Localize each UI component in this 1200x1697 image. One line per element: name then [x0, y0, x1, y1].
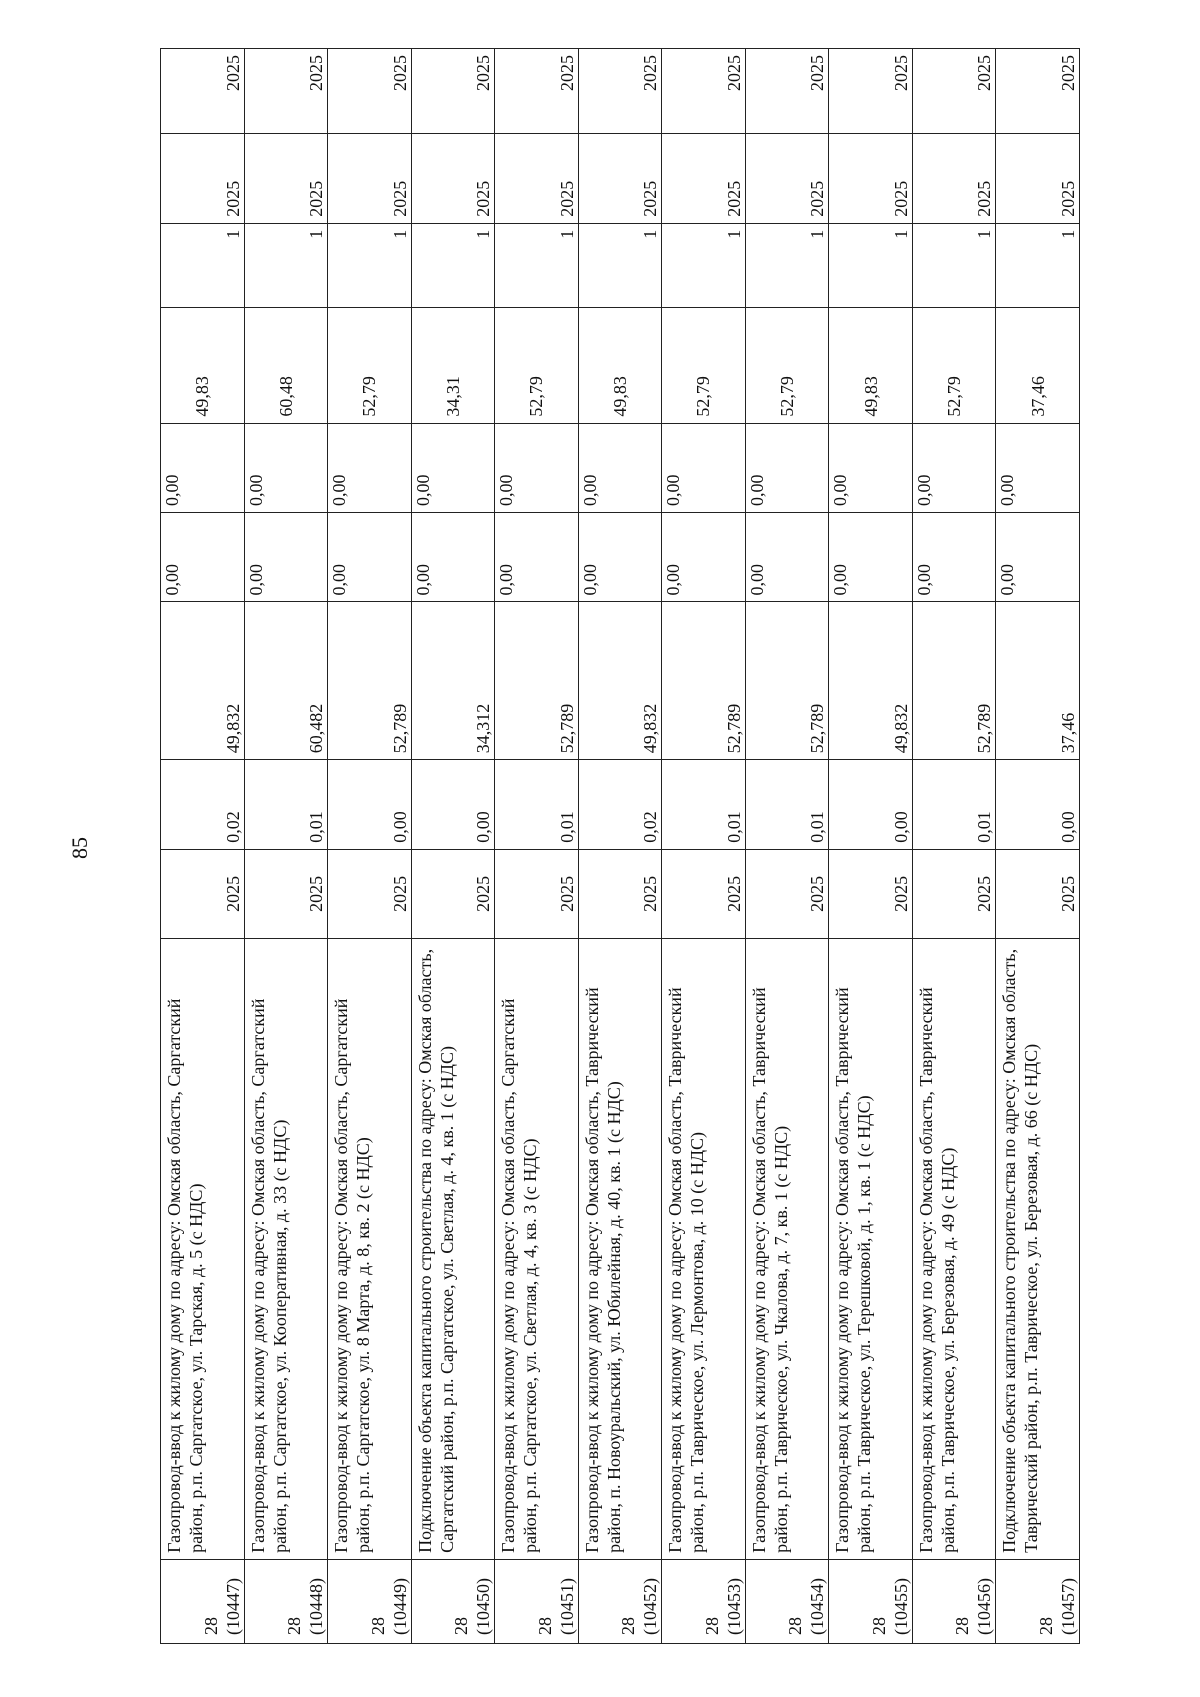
row-id-cell: [996, 1559, 1080, 1643]
year-3-cell: [161, 49, 245, 134]
row-number: 28: [200, 1617, 221, 1635]
row-id-cell: [161, 1559, 245, 1643]
quantity: 1: [1058, 229, 1078, 239]
year-2: 2025: [807, 180, 828, 217]
start-year: 2025: [473, 875, 494, 912]
value-1-cell: [578, 760, 662, 849]
value-4: 0,00: [496, 474, 517, 507]
value-2: 52,789: [389, 703, 410, 754]
value-4: 0,00: [830, 474, 851, 507]
year-3-cell: [578, 49, 662, 134]
value-4: 0,00: [997, 474, 1018, 507]
value-4-cell: [745, 423, 829, 512]
object-code: (10452): [640, 1578, 661, 1635]
year-2-cell: [161, 134, 245, 223]
row-id-cell: [578, 1559, 662, 1643]
quantity: 1: [306, 229, 327, 239]
value-4-cell: [495, 423, 579, 512]
start-year: 2025: [640, 875, 661, 912]
start-year: 2025: [389, 875, 410, 912]
year-3: 2025: [640, 55, 661, 91]
quantity: 1: [389, 229, 410, 239]
start-year-cell: [662, 849, 746, 938]
description-cell: [328, 939, 412, 1560]
value-2-cell: [662, 602, 746, 760]
start-year-cell: [745, 849, 829, 938]
value-5: 52,79: [776, 376, 797, 417]
quantity-cell: [662, 223, 746, 307]
value-5-cell: [495, 307, 579, 423]
value-4-cell: [411, 423, 495, 512]
value-5-cell: [161, 307, 245, 423]
value-4-cell: [996, 423, 1080, 512]
value-5-cell: [578, 307, 662, 423]
value-5: 34,31: [442, 376, 463, 417]
year-3-cell: [244, 49, 328, 134]
value-5: 49,83: [860, 376, 881, 417]
value-2: 52,789: [974, 703, 995, 754]
value-1: 0,01: [807, 811, 828, 843]
description-cell: [745, 939, 829, 1560]
value-3: 0,00: [830, 563, 851, 596]
start-year-cell: [495, 849, 579, 938]
object-description: Газопровод-ввод к жилому дому по адресу: Омская область, Саргатский район, р.п. Саргатское, ул. Тарская, д. 5 (с НДС): [164, 998, 206, 1553]
value-2-cell: [912, 602, 996, 760]
value-4-cell: [244, 423, 328, 512]
table-container: [160, 48, 1080, 1644]
value-5: 52,79: [359, 376, 380, 417]
value-1-cell: [662, 760, 746, 849]
value-2-cell: [829, 602, 913, 760]
year-3-cell: [829, 49, 913, 134]
table-row: [662, 49, 746, 1644]
start-year: 2025: [556, 875, 577, 912]
value-4: 0,00: [245, 474, 266, 507]
row-id-cell: [829, 1559, 913, 1643]
row-id-cell: [662, 1559, 746, 1643]
value-2-cell: [996, 602, 1080, 760]
value-1: 0,00: [890, 811, 911, 843]
year-2-cell: [662, 134, 746, 223]
value-4: 0,00: [579, 474, 600, 507]
object-description: Газопровод-ввод к жилому дому по адресу: Омская область, Таврический район, р.п. Таврическое, ул. Лермонтова, д. 10 (с НДС): [665, 987, 708, 1553]
year-2-cell: [328, 134, 412, 223]
row-number: 28: [952, 1617, 973, 1635]
year-2-cell: [578, 134, 662, 223]
quantity-cell: [578, 223, 662, 307]
value-4: 0,00: [329, 474, 350, 507]
value-3: 0,00: [162, 563, 182, 596]
value-4: 0,00: [913, 474, 934, 507]
object-description: Газопровод-ввод к жилому дому по адресу: Омская область, Таврический район, р.п. Таврическое, ул. Чкалова, д. 7, кв. 1 (с НДС): [748, 987, 791, 1553]
value-3: 0,00: [579, 563, 600, 596]
value-2-cell: [745, 602, 829, 760]
value-3-cell: [578, 513, 662, 602]
value-3-cell: [996, 513, 1080, 602]
value-1-cell: [495, 760, 579, 849]
row-id-cell: [328, 1559, 412, 1643]
quantity: 1: [974, 229, 995, 239]
object-description: Газопровод-ввод к жилому дому по адресу: Омская область, Таврический район, р.п. Таврическое, ул. Березовая, д. 49 (с НДС): [915, 987, 958, 1553]
object-description: Подключение объекта капитального строительства по адресу: Омская область, Таврический район, р.п. Таврическое, ул. Березовая, д. 66 (с НДС): [999, 948, 1042, 1553]
year-2: 2025: [640, 180, 661, 217]
description-cell: [912, 939, 996, 1560]
year-3-cell: [411, 49, 495, 134]
description-cell: [829, 939, 913, 1560]
value-3-cell: [161, 513, 245, 602]
row-number: 28: [785, 1617, 806, 1635]
year-3-cell: [328, 49, 412, 134]
object-code: (10456): [974, 1578, 995, 1635]
value-3: 0,00: [496, 563, 517, 596]
start-year-cell: [161, 849, 245, 938]
table-row: [244, 49, 328, 1644]
value-5-cell: [328, 307, 412, 423]
table-row: [328, 49, 412, 1644]
value-1: 0,02: [640, 811, 661, 843]
value-2-cell: [328, 602, 412, 760]
rotated-table-sheet: [160, 48, 1080, 1644]
value-1-cell: [161, 760, 245, 849]
object-code: (10451): [556, 1578, 577, 1635]
object-code: (10448): [306, 1578, 327, 1635]
year-2-cell: [829, 134, 913, 223]
row-id-cell: [244, 1559, 328, 1643]
start-year-cell: [912, 849, 996, 938]
year-2: 2025: [723, 180, 744, 217]
year-2: 2025: [306, 180, 327, 217]
year-2-cell: [912, 134, 996, 223]
value-1-cell: [829, 760, 913, 849]
value-1: 0,02: [222, 811, 243, 843]
value-3-cell: [244, 513, 328, 602]
value-5-cell: [829, 307, 913, 423]
value-4: 0,00: [746, 474, 767, 507]
object-description: Газопровод-ввод к жилому дому по адресу: Омская область, Саргатский район, р.п. Саргатское, ул. Светлая, д. 4, кв. 3 (с НДС): [498, 998, 541, 1553]
quantity: 1: [723, 229, 744, 239]
value-1: 0,00: [473, 811, 494, 843]
value-4: 0,00: [663, 474, 684, 507]
year-3: 2025: [1058, 55, 1078, 91]
value-2-cell: [161, 602, 245, 760]
year-2: 2025: [974, 180, 995, 217]
value-3: 0,00: [913, 563, 934, 596]
year-3: 2025: [807, 55, 828, 91]
object-description: Газопровод-ввод к жилому дому по адресу: Омская область, Саргатский район, р.п. Саргатское, ул. 8 Марта, д. 8, кв. 2 (с НДС): [331, 998, 374, 1553]
row-id-cell: [912, 1559, 996, 1643]
description-cell: [495, 939, 579, 1560]
object-description: Газопровод-ввод к жилому дому по адресу: Омская область, Таврический район, р.п. Таврическое, ул. Терешковой, д. 1, кв. 1 (с НДС): [832, 987, 875, 1553]
row-number: 28: [367, 1617, 388, 1635]
object-code: (10449): [389, 1578, 410, 1635]
year-3: 2025: [222, 55, 243, 91]
value-2-cell: [495, 602, 579, 760]
quantity-cell: [161, 223, 245, 307]
description-cell: [411, 939, 495, 1560]
object-description: Газопровод-ввод к жилому дому по адресу: Омская область, Саргатский район, р.п. Саргатское, ул. Кооперативная, д. 33 (с НДС): [247, 998, 290, 1553]
start-year: 2025: [974, 875, 995, 912]
description-cell: [996, 939, 1080, 1560]
value-2: 52,789: [723, 703, 744, 754]
year-3: 2025: [389, 55, 410, 91]
row-number: 28: [618, 1617, 639, 1635]
year-2: 2025: [556, 180, 577, 217]
start-year-cell: [328, 849, 412, 938]
value-4-cell: [328, 423, 412, 512]
year-3: 2025: [890, 55, 911, 91]
quantity-cell: [411, 223, 495, 307]
value-2: 49,832: [222, 703, 243, 754]
year-3-cell: [495, 49, 579, 134]
value-3: 0,00: [245, 563, 266, 596]
year-3: 2025: [473, 55, 494, 91]
value-4-cell: [161, 423, 245, 512]
value-3-cell: [328, 513, 412, 602]
year-3-cell: [745, 49, 829, 134]
start-year: 2025: [306, 875, 327, 912]
value-4: 0,00: [412, 474, 433, 507]
start-year: 2025: [723, 875, 744, 912]
value-1-cell: [244, 760, 328, 849]
year-2-cell: [996, 134, 1080, 223]
description-cell: [578, 939, 662, 1560]
row-number: 28: [868, 1617, 889, 1635]
value-2-cell: [578, 602, 662, 760]
value-2: 34,312: [473, 703, 494, 754]
value-3-cell: [745, 513, 829, 602]
year-2-cell: [495, 134, 579, 223]
row-number: 28: [1036, 1617, 1056, 1635]
value-4-cell: [912, 423, 996, 512]
description-cell: [662, 939, 746, 1560]
quantity: 1: [556, 229, 577, 239]
value-5-cell: [912, 307, 996, 423]
quantity-cell: [244, 223, 328, 307]
year-3: 2025: [723, 55, 744, 91]
row-id-cell: [495, 1559, 579, 1643]
value-1: 0,00: [389, 811, 410, 843]
quantity-cell: [912, 223, 996, 307]
start-year-cell: [578, 849, 662, 938]
table-row: [161, 49, 245, 1644]
table-row: [996, 49, 1080, 1644]
start-year: 2025: [1058, 875, 1078, 912]
value-2: 60,482: [306, 703, 327, 754]
table-row: [829, 49, 913, 1644]
year-3: 2025: [556, 55, 577, 91]
value-3: 0,00: [663, 563, 684, 596]
object-code: (10457): [1058, 1578, 1078, 1635]
year-2-cell: [244, 134, 328, 223]
value-5: 52,79: [944, 376, 965, 417]
value-1-cell: [996, 760, 1080, 849]
value-1: 0,00: [1058, 811, 1078, 843]
value-1: 0,01: [306, 811, 327, 843]
row-id-cell: [411, 1559, 495, 1643]
row-number: 28: [701, 1617, 722, 1635]
quantity-cell: [328, 223, 412, 307]
value-5: 49,83: [609, 376, 630, 417]
investment-table: [160, 48, 1080, 1644]
start-year-cell: [411, 849, 495, 938]
value-5-cell: [996, 307, 1080, 423]
page-number: 85: [67, 837, 92, 859]
value-5: 49,83: [192, 376, 213, 417]
year-2-cell: [411, 134, 495, 223]
description-cell: [161, 939, 245, 1560]
value-3-cell: [912, 513, 996, 602]
value-3-cell: [829, 513, 913, 602]
value-2: 52,789: [807, 703, 828, 754]
value-2: 49,832: [640, 703, 661, 754]
value-3-cell: [495, 513, 579, 602]
value-5: 37,46: [1027, 376, 1048, 417]
value-5-cell: [411, 307, 495, 423]
value-3: 0,00: [412, 563, 433, 596]
quantity-cell: [829, 223, 913, 307]
table-body: [161, 49, 1080, 1644]
object-code: (10450): [473, 1578, 494, 1635]
year-2: 2025: [890, 180, 911, 217]
quantity: 1: [473, 229, 494, 239]
row-number: 28: [534, 1617, 555, 1635]
value-2: 52,789: [556, 703, 577, 754]
value-5: 52,79: [526, 376, 547, 417]
start-year: 2025: [890, 875, 911, 912]
object-code: (10447): [222, 1578, 243, 1635]
row-number: 28: [451, 1617, 472, 1635]
row-id-cell: [745, 1559, 829, 1643]
year-3-cell: [996, 49, 1080, 134]
value-2-cell: [411, 602, 495, 760]
object-description: Газопровод-ввод к жилому дому по адресу: Омская область, Таврический район, п. Новоуральский, ул. Юбилейная, д. 40, кв. 1 (с НДС): [581, 987, 624, 1553]
object-code: (10453): [723, 1578, 744, 1635]
quantity: 1: [222, 229, 243, 239]
value-1-cell: [912, 760, 996, 849]
value-4-cell: [578, 423, 662, 512]
value-1-cell: [328, 760, 412, 849]
year-3: 2025: [306, 55, 327, 91]
year-2: 2025: [1058, 180, 1078, 217]
value-4: 0,00: [162, 474, 182, 507]
value-1: 0,01: [974, 811, 995, 843]
value-3-cell: [411, 513, 495, 602]
value-4-cell: [829, 423, 913, 512]
year-2: 2025: [389, 180, 410, 217]
object-code: (10454): [807, 1578, 828, 1635]
table-row: [745, 49, 829, 1644]
start-year-cell: [244, 849, 328, 938]
quantity: 1: [807, 229, 828, 239]
description-cell: [244, 939, 328, 1560]
year-3: 2025: [974, 55, 995, 91]
value-3: 0,00: [746, 563, 767, 596]
table-row: [411, 49, 495, 1644]
start-year-cell: [996, 849, 1080, 938]
year-2-cell: [745, 134, 829, 223]
value-2-cell: [244, 602, 328, 760]
value-3-cell: [662, 513, 746, 602]
table-row: [578, 49, 662, 1644]
start-year-cell: [829, 849, 913, 938]
value-1-cell: [411, 760, 495, 849]
value-5: 52,79: [693, 376, 714, 417]
row-number: 28: [284, 1617, 305, 1635]
year-3-cell: [912, 49, 996, 134]
value-3: 0,00: [329, 563, 350, 596]
start-year: 2025: [222, 875, 243, 912]
quantity-cell: [495, 223, 579, 307]
quantity-cell: [996, 223, 1080, 307]
value-1: 0,01: [556, 811, 577, 843]
object-description: Подключение объекта капитального строительства по адресу: Омская область, Саргатский район, р.п. Саргатское, ул. Светлая, д. 4, кв. 1 (с НДС): [414, 948, 457, 1553]
start-year: 2025: [807, 875, 828, 912]
value-1: 0,01: [723, 811, 744, 843]
year-2: 2025: [473, 180, 494, 217]
value-5-cell: [662, 307, 746, 423]
year-3-cell: [662, 49, 746, 134]
table-row: [912, 49, 996, 1644]
year-2: 2025: [222, 180, 243, 217]
value-2: 37,46: [1058, 712, 1078, 754]
quantity: 1: [640, 229, 661, 239]
value-4-cell: [662, 423, 746, 512]
object-code: (10455): [890, 1578, 911, 1635]
value-5-cell: [244, 307, 328, 423]
value-2: 49,832: [890, 703, 911, 754]
table-row: [495, 49, 579, 1644]
quantity: 1: [890, 229, 911, 239]
quantity-cell: [745, 223, 829, 307]
value-5: 60,48: [275, 376, 296, 417]
value-5-cell: [745, 307, 829, 423]
value-1-cell: [745, 760, 829, 849]
value-3: 0,00: [997, 563, 1018, 596]
